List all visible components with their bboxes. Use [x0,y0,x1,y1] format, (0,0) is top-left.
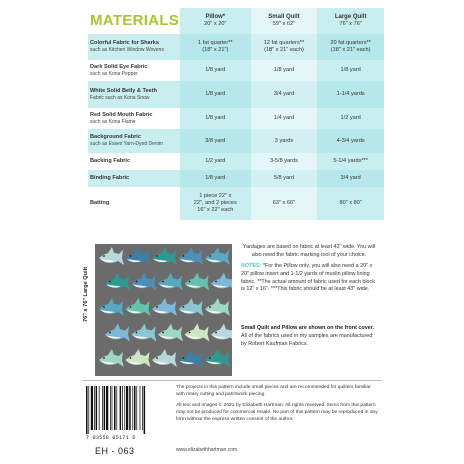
material-example: such as Kitchen Window Wovens [90,47,164,53]
yardage-note: Yardages are based on fabric at least 42" wide. You will also need the fabric marking tool of your choice. [242,244,376,258]
shark-block [126,349,151,367]
material-name: Dark Solid Eye Fabric [90,63,148,70]
material-amount: 3/4 yard [317,170,384,187]
barcode-bar [116,386,117,430]
quilt-photo [95,244,232,376]
col-pillow-name: Pillow* [205,14,226,21]
shark-block [205,349,230,367]
col-large-quilt-name: Large Quilt [334,14,367,21]
material-amount: 1/8 yard [251,60,318,81]
material-label-cell [88,34,180,60]
material-name: Binding Fabric [90,175,130,181]
shark-block [132,273,157,291]
barcode-bar [142,386,143,430]
shown-note-bold: Small Quilt and Pillow are shown on the front cover. [241,325,374,331]
barcode-bar [112,386,113,430]
shark-block [205,298,230,316]
material-amount: 1/8 yard [317,60,384,81]
col-small-quilt-name: Small Quilt [268,14,300,21]
shown-note [241,325,377,348]
barcode-bar [140,386,141,430]
shark-block [132,324,157,342]
material-amount: 12 fat quarters** (18" x 21" each) [251,34,318,60]
shark-block [158,324,183,342]
barcode-bar [88,386,89,434]
material-name: Background Fabric [90,134,141,141]
material-amount: 20 fat quarters** (18" x 21" each) [317,34,384,60]
material-amount: 1/4 yard [251,108,318,129]
shark-block [99,298,124,316]
material-amount: 1/2 yard [317,108,384,129]
shark-block [105,273,130,291]
barcode-bar [94,386,95,430]
col-small-quilt-size: 59" x 62" [272,21,296,28]
material-example: Fabric such as Kona Snow [90,94,150,101]
materials-row [88,129,384,153]
col-pillow-size: 20" x 20" [204,21,227,28]
material-amount: 63" x 66" [251,187,318,220]
shark-block [179,298,204,316]
material-amount: 1 piece 22" x 22", and 2 pieces 16" x 22" each [180,187,251,220]
footer-divider [82,380,382,381]
shark-quilt-illustration [95,244,232,376]
material-name: Backing Fabric [90,158,131,164]
materials-row [88,187,384,220]
notes-text: *For the Pillow only, you will also need a 20" x 20" pillow insert and 1-1/2 yards of muslin pillow lining fabric. **The actual amount of fabric used for each block is 12" x 16". ***This fabric should be at least 43" wide. [241,263,375,293]
materials-row [88,34,384,60]
shark-block [126,298,151,316]
material-amount: 1/8 yard [180,60,251,81]
barcode-digits: 7 03558 05171 6 [86,435,136,441]
shark-block [152,298,177,316]
barcode-bar [129,386,131,430]
shark-block [99,349,124,367]
material-amount: 1/8 yard [180,170,251,187]
pattern-notes [241,263,377,294]
material-label-cell [88,60,180,81]
material-label-cell [88,153,180,170]
material-example: such as Essex Yarn-Dyed Denim [90,141,163,147]
material-amount: 1 fat quarter** (18" x 21") [180,34,251,60]
shark-block [211,273,232,291]
barcode-bar [110,386,111,430]
shark-block [126,247,151,265]
material-label-cell [88,81,180,108]
materials-title: MATERIALS [90,12,180,29]
col-large-quilt-header [317,8,384,34]
barcode-bar [136,386,137,430]
barcode-bar [120,386,122,430]
material-amount: 4-3/4 yards [317,129,384,153]
shown-note-rest: All of the fabrics used in my samples are manufactured by Robert Kaufman Fabrics. [241,332,373,347]
material-example: such as Kona Flame [90,118,136,125]
material-amount: 1/8 yard [180,81,251,108]
material-amount: 80" x 80" [317,187,384,220]
material-label-cell [88,129,180,153]
barcode-bar [126,386,128,430]
material-name: Batting [90,200,110,206]
material-example: such as Kona Pepper [90,70,138,77]
material-amount: 3/8 yard [180,129,251,153]
materials-row [88,60,384,81]
material-amount: 3/4 yard [251,81,318,108]
shark-block [99,247,124,265]
shark-block [179,247,204,265]
quilt-size-label: 76" x 76" Large Quilt [83,266,89,322]
shark-block [211,324,232,342]
shark-block [152,247,177,265]
shark-block [179,349,204,367]
materials-row [88,153,384,170]
col-pillow-header [180,8,251,34]
skill-note: The projects in this pattern include small pieces and are recommended for quilters familiar with rotary cutting and patchwork piecing. [176,385,371,398]
material-amount: 5/8 yard [251,170,318,187]
barcode-bar [134,386,136,430]
shark-block [205,247,230,265]
barcode-bar [91,386,93,430]
materials-row [88,81,384,108]
material-amount: 1-1/4 yards [317,81,384,108]
shark-block [185,324,210,342]
barcode-bar [86,386,88,434]
copyright-note: All text and images © 2021 by Elizabeth Hartman. All rights reserved. Items from this pattern may not be produced for commercial resale. No part of this pattern may be reproduced in any form without the express written consent of the author. [176,403,378,423]
material-amount: 3 yards [251,129,318,153]
barcode-bar [99,386,100,430]
material-amount: 3-5/8 yards [251,153,318,170]
barcode-bar [122,386,123,430]
barcode-bar [96,386,98,430]
material-amount: 1/8 yard [180,108,251,129]
material-name: White Solid Belly & Teeth [90,87,158,94]
barcode-bar [144,386,146,434]
material-label-cell [88,170,180,187]
barcode-bars [84,384,168,434]
materials-body [88,34,384,220]
shark-block [158,273,183,291]
material-amount: 1/2 yard [180,153,251,170]
barcode-bar [106,386,108,430]
notes-label: NOTES: [241,263,262,269]
material-amount: 5-1/4 yards*** [317,153,384,170]
barcode-bar [124,386,125,430]
col-large-quilt-size: 76" x 76" [339,21,362,28]
material-label-cell [88,187,180,220]
barcode-bar [104,386,106,430]
material-label-cell [88,108,180,129]
barcode-bar [132,386,133,430]
shark-block [152,349,177,367]
shark-block [185,273,210,291]
website-link[interactable]: www.elizabethhartman.com [176,447,238,453]
material-name: Red Solid Mouth Fabric [90,111,153,118]
col-small-quilt-header [251,8,318,34]
materials-table [88,8,384,220]
materials-row [88,108,384,129]
barcode-bar [102,386,103,430]
barcode-bar [114,386,116,430]
shark-block [105,324,130,342]
material-name: Colorful Fabric for Sharks [90,40,160,47]
pattern-code: EH - 063 [95,446,135,456]
materials-row [88,170,384,187]
